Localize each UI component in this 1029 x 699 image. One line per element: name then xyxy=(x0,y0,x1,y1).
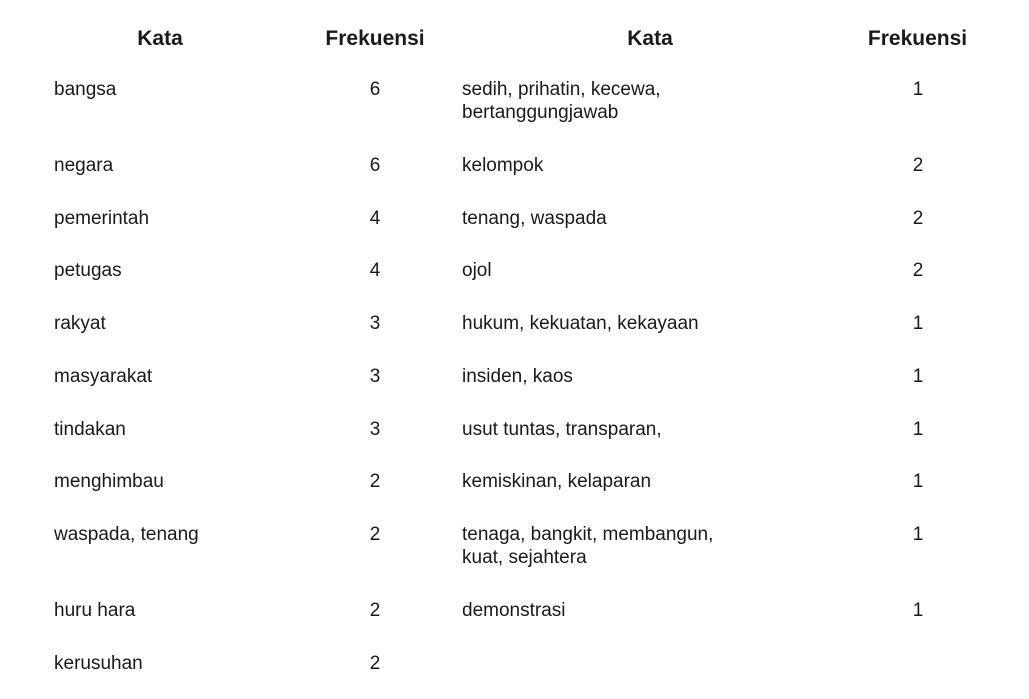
frekuensi-left-cell: 3 xyxy=(369,366,381,387)
frekuensi-right-cell: 1 xyxy=(912,471,924,492)
frekuensi-right-cell: 1 xyxy=(912,366,924,387)
kata-left-cell: petugas xyxy=(54,260,122,281)
kata-right-cell: demonstrasi xyxy=(462,600,566,621)
frekuensi-left-cell: 6 xyxy=(369,155,381,176)
frekuensi-left-cell: 2 xyxy=(369,600,381,621)
header-kata-right: Kata xyxy=(627,27,673,50)
header-frekuensi-left: Frekuensi xyxy=(325,27,425,50)
frekuensi-right-cell: 2 xyxy=(912,155,924,176)
kata-left-cell: negara xyxy=(54,155,114,176)
frekuensi-left-cell: 3 xyxy=(369,313,381,334)
frekuensi-left-cell: 4 xyxy=(369,260,381,281)
frekuensi-right-cell: 1 xyxy=(912,419,924,440)
kata-left-cell: tindakan xyxy=(54,419,126,440)
frekuensi-right-cell: 1 xyxy=(912,600,924,621)
kata-left-cell: waspada, tenang xyxy=(54,524,199,545)
kata-right-line-1: sedih, prihatin, kecewa, xyxy=(462,79,661,100)
frekuensi-left-cell: 2 xyxy=(369,524,381,545)
kata-left-cell: menghimbau xyxy=(54,471,164,492)
kata-left-cell: masyarakat xyxy=(54,366,153,387)
frekuensi-left-cell: 2 xyxy=(369,471,381,492)
header-kata-left: Kata xyxy=(137,27,183,50)
kata-right-cell: ojol xyxy=(462,260,492,281)
frekuensi-right-cell: 1 xyxy=(912,79,924,100)
kata-left-cell: rakyat xyxy=(54,313,106,334)
frekuensi-right-cell: 1 xyxy=(912,524,924,545)
kata-right-line-2: kuat, sejahtera xyxy=(462,547,587,568)
kata-right-cell: insiden, kaos xyxy=(462,366,573,387)
kata-left-cell: pemerintah xyxy=(54,208,150,229)
header-frekuensi-right: Frekuensi xyxy=(867,27,968,50)
kata-left-cell: kerusuhan xyxy=(54,653,143,674)
frekuensi-right-cell: 2 xyxy=(912,208,924,229)
kata-right-line-2: bertanggungjawab xyxy=(462,102,619,123)
frekuensi-left-cell: 6 xyxy=(369,79,381,100)
frekuensi-left-cell: 2 xyxy=(369,653,381,674)
kata-right-cell xyxy=(462,523,842,569)
kata-right-line-1: tenaga, bangkit, membangun, xyxy=(462,524,714,545)
kata-right-cell: usut tuntas, transparan, xyxy=(462,419,662,440)
kata-right-cell xyxy=(462,78,842,124)
frekuensi-right-cell: 2 xyxy=(912,260,924,281)
table-header xyxy=(0,27,1029,55)
frekuensi-right-cell: 1 xyxy=(912,313,924,334)
kata-left-cell: huru hara xyxy=(54,600,136,621)
kata-right-cell: kelompok xyxy=(462,155,544,176)
frekuensi-left-cell: 4 xyxy=(369,208,381,229)
kata-right-cell: kemiskinan, kelaparan xyxy=(462,471,652,492)
frekuensi-left-cell: 3 xyxy=(369,419,381,440)
kata-left-cell: bangsa xyxy=(54,79,117,100)
kata-right-cell: tenang, waspada xyxy=(462,208,607,229)
kata-right-cell: hukum, kekuatan, kekayaan xyxy=(462,313,699,334)
